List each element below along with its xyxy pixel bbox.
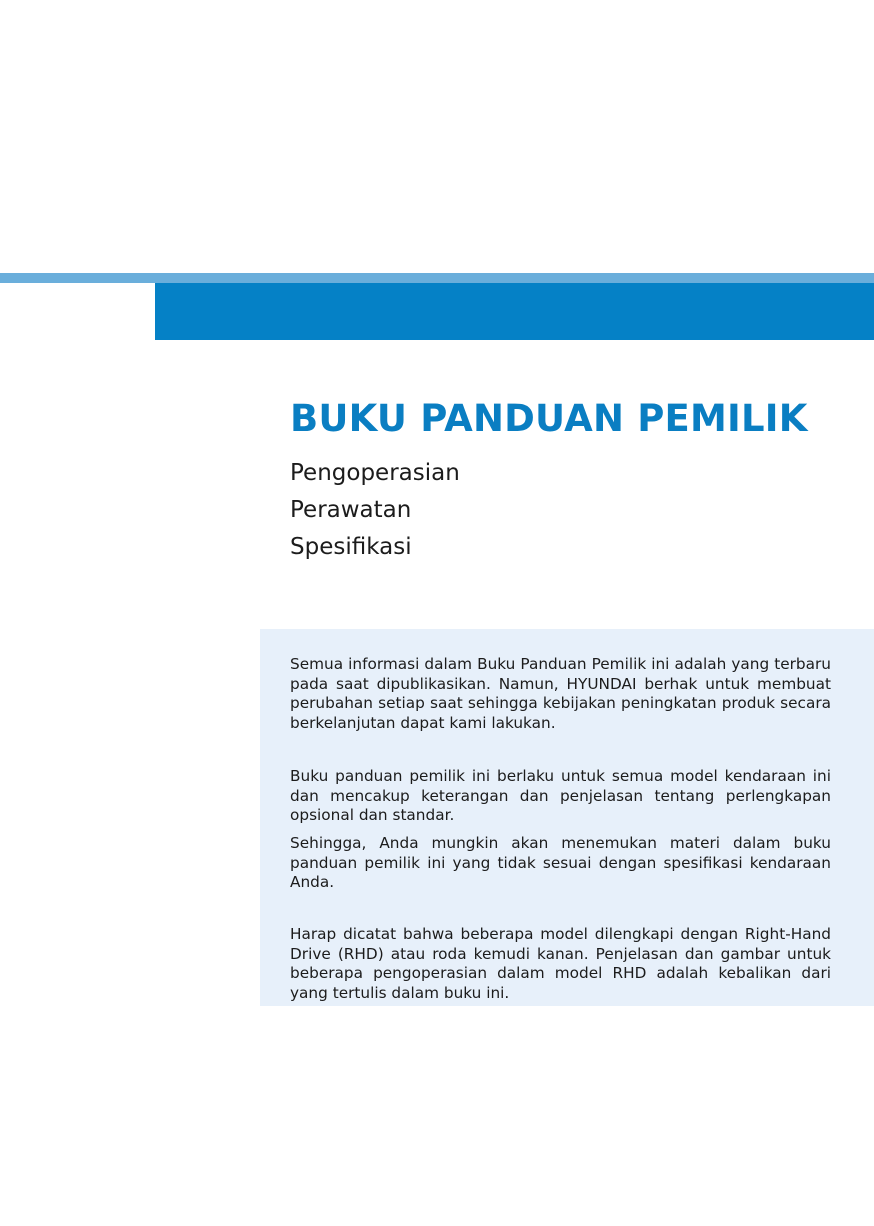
subtitle-operation: Pengoperasian (290, 460, 460, 486)
subtitle-maintenance: Perawatan (290, 497, 412, 523)
notice-box (260, 629, 874, 1006)
subtitle-list (290, 455, 460, 566)
header-blue-band (155, 283, 874, 340)
header-light-stripe (0, 273, 874, 283)
page-title: BUKU PANDUAN PEMILIK (290, 397, 808, 440)
notice-paragraph-updates: Semua informasi dalam Buku Panduan Pemilik ini adalah yang terbaru pada saat dipublikasikan. Namun, HYUNDAI berhak untuk membuat perubahan setiap saat sehingga kebijakan peningkatan produk secara berkelanjutan dapat kami lakukan. (290, 655, 831, 732)
notice-paragraph-coverage: Buku panduan pemilik ini berlaku untuk semua model kendaraan ini dan mencakup keterangan dan penjelasan tentang perlengkapan opsional dan standar. (290, 767, 831, 825)
notice-paragraph-differences: Sehingga, Anda mungkin akan menemukan materi dalam buku panduan pemilik ini yang tidak sesuai dengan spesifikasi kendaraan Anda. (290, 834, 831, 892)
notice-paragraph-rhd: Harap dicatat bahwa beberapa model dilengkapi dengan Right-Hand Drive (RHD) atau roda kemudi kanan. Penjelasan dan gambar untuk beberapa pengoperasian dalam model RHD adalah kebalikan dari yang tertulis dalam buku ini. (290, 925, 831, 1002)
subtitle-specifications: Spesifikasi (290, 534, 412, 560)
